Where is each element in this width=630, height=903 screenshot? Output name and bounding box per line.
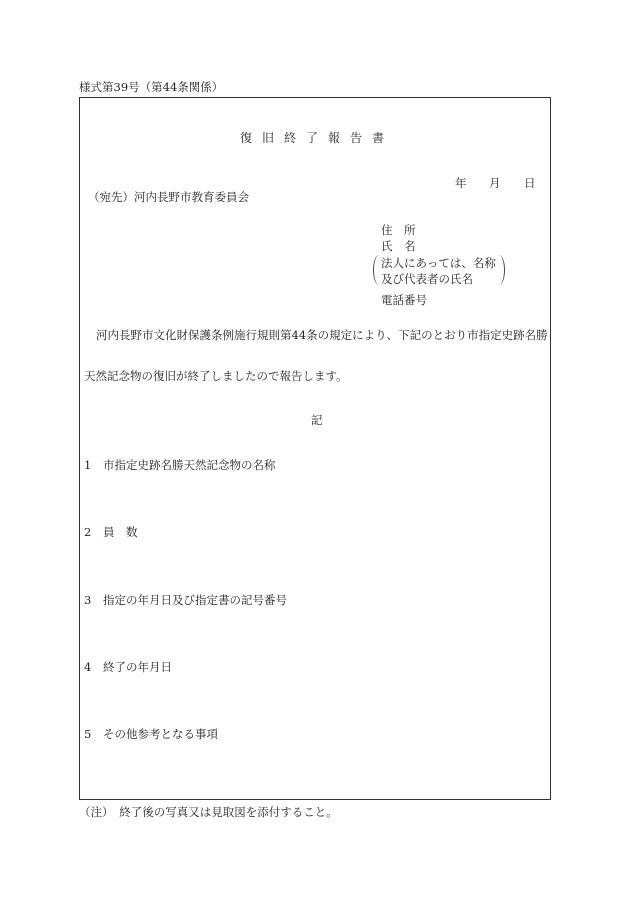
list-item xyxy=(84,660,172,674)
list-item xyxy=(84,525,138,539)
item-label: 指定の年月日及び指定書の記号番号 xyxy=(103,593,287,607)
ki-label: 記 xyxy=(311,413,323,427)
item-number: 2 xyxy=(84,525,92,539)
item-number: 3 xyxy=(84,593,92,607)
item-number: 4 xyxy=(84,660,92,674)
year-label: 年 xyxy=(455,176,467,190)
corporate-note-line2: 及び代表者の氏名 xyxy=(381,272,473,286)
list-item xyxy=(84,593,287,607)
footnote: （注） 終了後の写真又は見取図を添付すること。 xyxy=(79,805,338,819)
item-label: 終了の年月日 xyxy=(103,660,172,674)
list-item xyxy=(84,458,276,472)
form-number: 様式第39号（第44条関係） xyxy=(79,80,224,94)
address-label: 住 所 xyxy=(381,223,416,237)
list-item xyxy=(84,727,218,741)
document-title: 復旧終了報告書 xyxy=(240,131,395,145)
phone-label: 電話番号 xyxy=(381,293,427,307)
body-line-1: 河内長野市文化財保護条例施行規則第44条の規定により、下記のとおり市指定史跡名勝 xyxy=(96,328,548,342)
day-label: 日 xyxy=(524,176,536,190)
item-number: 1 xyxy=(84,458,92,472)
body-line-2: 天然記念物の復旧が終了しましたので報告します。 xyxy=(84,369,348,383)
month-label: 月 xyxy=(489,176,501,190)
item-label: その他参考となる事項 xyxy=(103,727,218,741)
name-label: 氏 名 xyxy=(381,239,416,253)
corporate-note-line1: 法人にあっては、名称 xyxy=(381,256,496,270)
item-label: 員 数 xyxy=(103,525,138,539)
item-number: 5 xyxy=(84,727,92,741)
item-label: 市指定史跡名勝天然記念物の名称 xyxy=(103,458,276,472)
addressee: （宛先）河内長野市教育委員会 xyxy=(88,190,249,204)
left-paren xyxy=(373,255,379,285)
